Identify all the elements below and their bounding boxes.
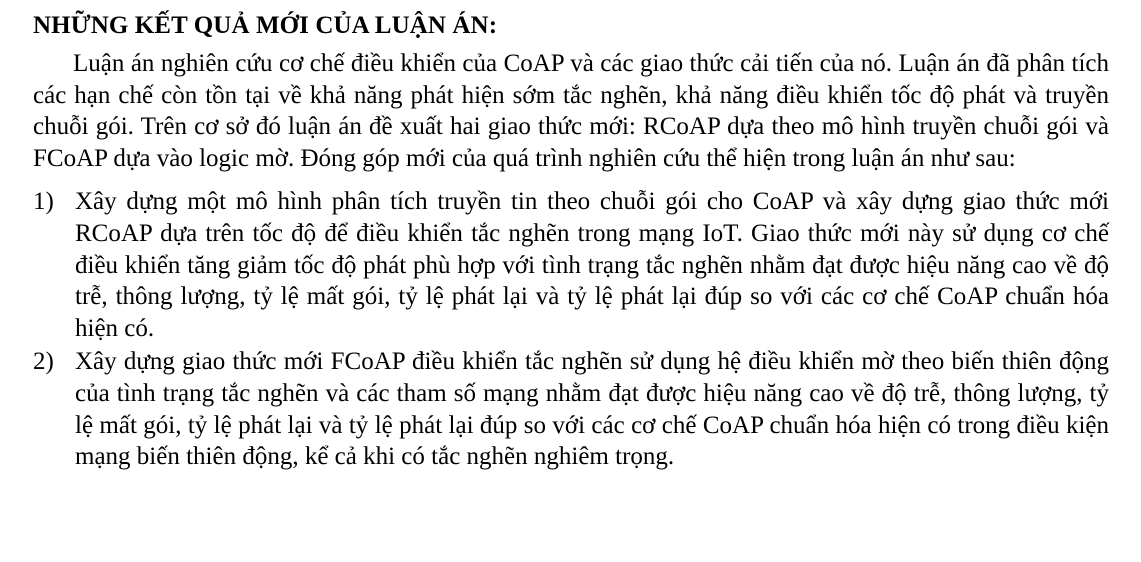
list-item xyxy=(33,186,1109,344)
list-item-text: Xây dựng giao thức mới FCoAP điều khiển tắc nghẽn sử dụng hệ điều khiển mờ theo biến thiên động của tình trạng tắc nghẽn và các tham số mạng nhằm đạt được hiệu năng cao về độ trễ, thông lượng, tỷ lệ mất gói, tỷ lệ phát lại và tỷ lệ phát lại đúp so với các cơ chế CoAP chuẩn hóa hiện có trong điều kiện mạng biến thiên động, kể cả khi có tắc nghẽn nghiêm trọng. xyxy=(75,348,1109,471)
document-page xyxy=(0,10,1141,562)
list-item-text: Xây dựng một mô hình phân tích truyền tin theo chuỗi gói cho CoAP và xây dựng giao thức mới RCoAP dựa trên tốc độ để điều khiển tắc nghẽn trong mạng IoT. Giao thức mới này sử dụng cơ chế điều khiển tăng giảm tốc độ phát phù hợp với tình trạng tắc nghẽn nhằm đạt được hiệu năng cao về độ trễ, thông lượng, tỷ lệ mất gói, tỷ lệ phát lại và tỷ lệ phát lại đúp so với các cơ chế CoAP chuẩn hóa hiện có. xyxy=(75,188,1109,342)
list-item xyxy=(33,346,1109,472)
list-item-number: 1) xyxy=(33,188,54,216)
contributions-list xyxy=(33,186,1109,472)
list-item-number: 2) xyxy=(33,348,54,376)
section-heading: NHỮNG KẾT QUẢ MỚI CỦA LUẬN ÁN: xyxy=(33,12,498,39)
intro-paragraph: Luận án nghiên cứu cơ chế điều khiển của CoAP và các giao thức cải tiến của nó. Luận án đã phân tích các hạn chế còn tồn tại về khả năng phát hiện sớm tắc nghẽn, khả năng điều khiển tốc độ phát và truyền chuỗi gói. Trên cơ sở đó luận án đề xuất hai giao thức mới: RCoAP dựa theo mô hình truyền chuỗi gói và FCoAP dựa vào logic mờ. Đóng góp mới của quá trình nghiên cứu thể hiện trong luận án như sau: xyxy=(33,50,1109,172)
